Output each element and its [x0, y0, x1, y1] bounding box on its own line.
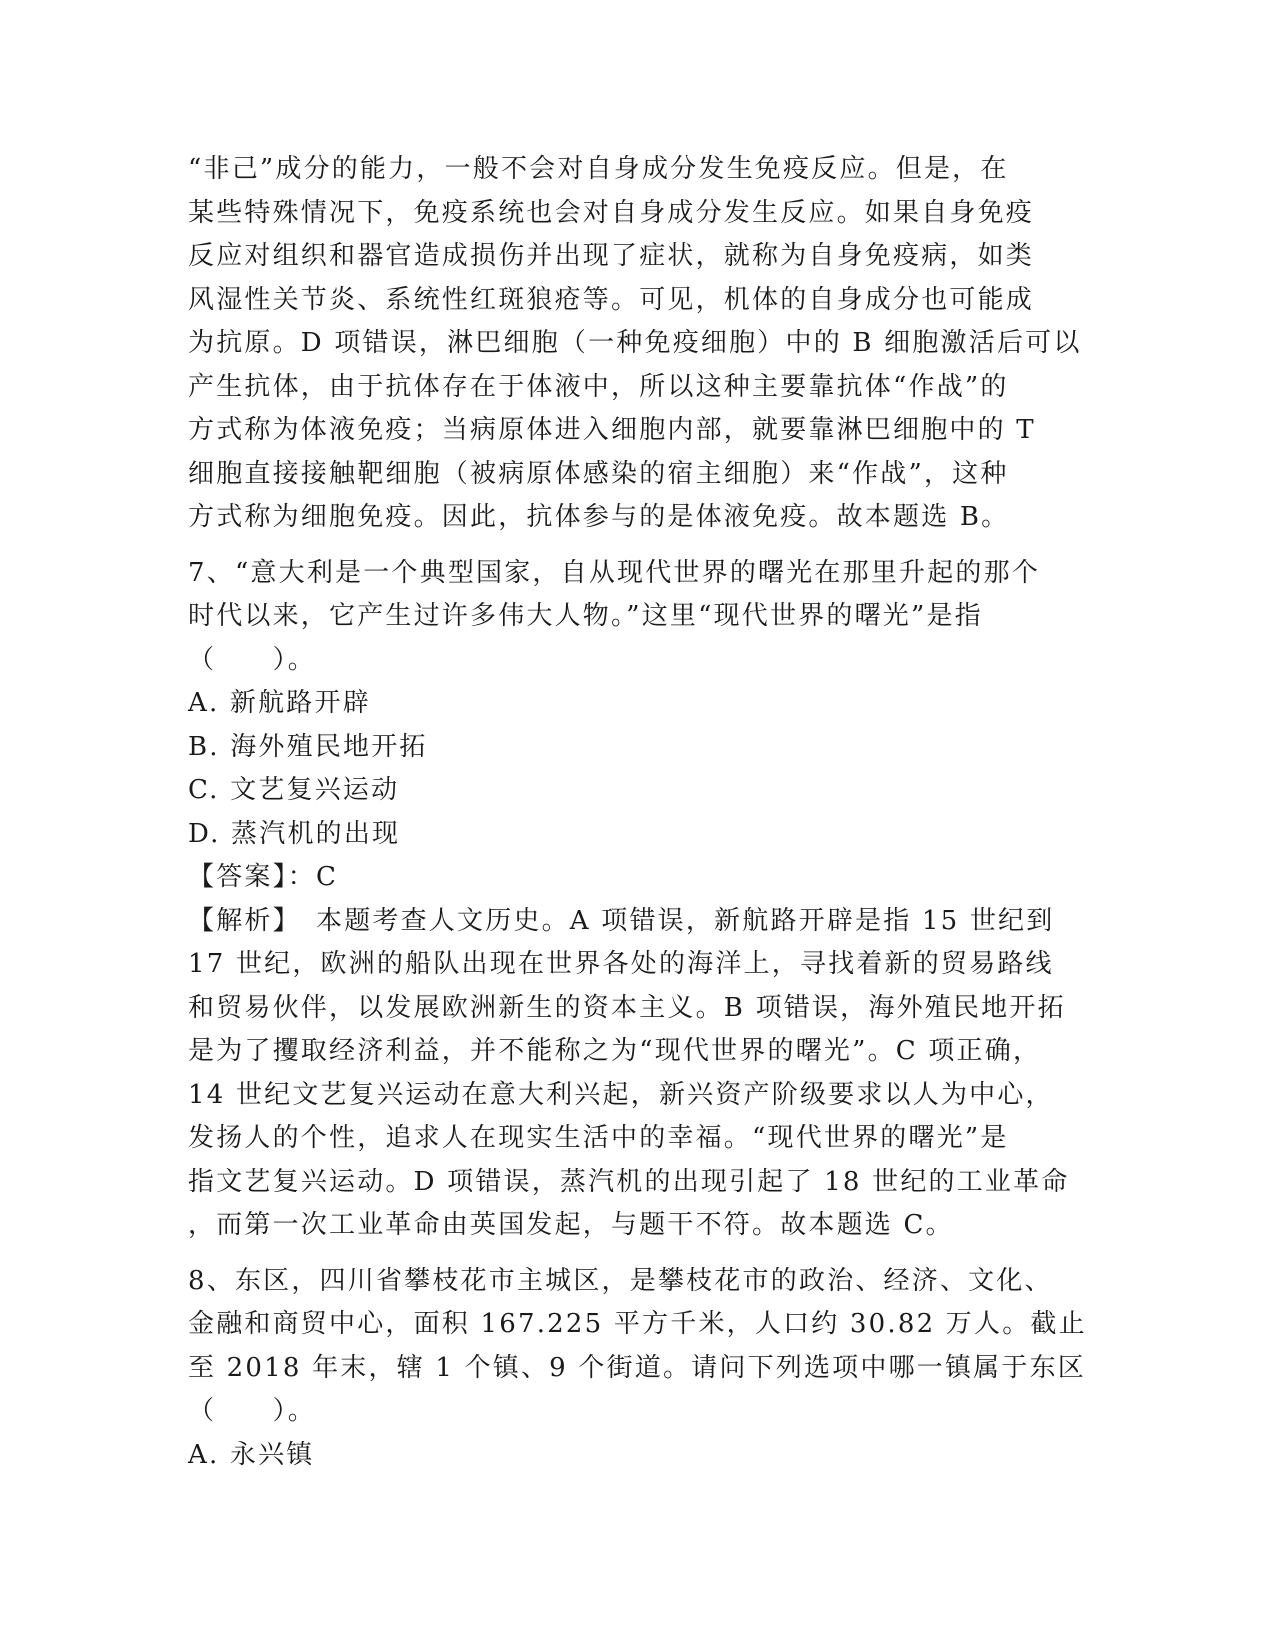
text-line: 17 世纪，欧洲的船队出现在世界各处的海洋上，寻找着新的贸易路线 — [188, 949, 1054, 979]
text-line: 金融和商贸中心，面积 167.225 平方千米，人口约 30.82 万人。截止 — [188, 1309, 1087, 1339]
text-line: 风湿性关节炎、系统性红斑狼疮等。可见，机体的自身成分也可能成 — [188, 284, 1035, 315]
option-d: D. 蒸汽机的出现 — [188, 818, 401, 849]
text-line: （ ）。 — [188, 1396, 317, 1426]
text-line: ，而第一次工业革命由英国发起，与题干不符。故本题选 C。 — [188, 1210, 954, 1240]
answer-label: 【答案】：C — [188, 862, 339, 892]
question-7-stem — [188, 552, 1088, 683]
question-8 — [188, 1260, 1088, 1478]
text-line: 是为了攫取经济利益，并不能称之为“现代世界的曙光”。C 项正确， — [188, 1036, 1042, 1066]
document-page — [188, 148, 1088, 1477]
option-c: C. 文艺复兴运动 — [188, 775, 400, 805]
text-line: 方式称为体液免疫；当病原体进入细胞内部，就要靠淋巴细胞中的 T — [188, 415, 1036, 445]
question-7-analysis — [188, 900, 1088, 1248]
text-line: 至 2018 年末，辖 1 个镇、9 个街道。请问下列选项中哪一镇属于东区 — [188, 1352, 1086, 1383]
text-line: 指文艺复兴运动。D 项错误，蒸汽机的出现引起了 18 世纪的工业革命 — [188, 1166, 1070, 1197]
text-line: “非己”成分的能力，一般不会对自身成分发生免疫反应。但是，在 — [188, 154, 1009, 184]
text-line: 某些特殊情况下，免疫系统也会对自身成分发生反应。如果自身免疫 — [188, 197, 1035, 228]
text-line: 7、“意大利是一个典型国家，自从现代世界的曙光在那里升起的那个 — [188, 557, 1041, 588]
text-line: 反应对组织和器官造成损伤并出现了症状，就称为自身免疫病，如类 — [188, 241, 1035, 271]
text-line: 发扬人的个性，追求人在现实生活中的幸福。“现代世界的曙光”是 — [188, 1123, 1009, 1153]
text-line: 时代以来，它产生过许多伟大人物。”这里“现代世界的曙光”是指 — [188, 601, 983, 631]
text-line: （ ）。 — [188, 644, 317, 675]
option-a: A. 永兴镇 — [188, 1439, 315, 1470]
paragraph-gap — [188, 540, 1088, 552]
text-line: 14 世纪文艺复兴运动在意大利兴起，新兴资产阶级要求以人为中心， — [188, 1079, 1054, 1110]
prev-question-explanation — [188, 148, 1088, 540]
question-7 — [188, 552, 1088, 1248]
paragraph-gap — [188, 1248, 1088, 1260]
option-a: A. 新航路开辟 — [188, 688, 371, 718]
text-line: 和贸易伙伴，以发展欧洲新生的资本主义。B 项错误，海外殖民地开拓 — [188, 992, 1066, 1023]
text-line: 方式称为细胞免疫。因此，抗体参与的是体液免疫。故本题选 B。 — [188, 502, 1010, 532]
option-b: B. 海外殖民地开拓 — [188, 731, 428, 762]
question-8-stem — [188, 1260, 1088, 1434]
text-line: 为抗原。D 项错误，淋巴细胞（一种免疫细胞）中的 B 细胞激活后可以 — [188, 328, 1082, 358]
text-line: 【解析】 本题考查人文历史。A 项错误，新航路开辟是指 15 世纪到 — [188, 905, 1055, 936]
text-line: 产生抗体，由于抗体存在于体液中，所以这种主要靠抗体“作战”的 — [188, 371, 1009, 402]
text-line: 8、东区，四川省攀枝花市主城区，是攀枝花市的政治、经济、文化、 — [188, 1265, 1053, 1296]
text-line: 细胞直接接触靶细胞（被病原体感染的宿主细胞）来“作战”，这种 — [188, 458, 1009, 489]
